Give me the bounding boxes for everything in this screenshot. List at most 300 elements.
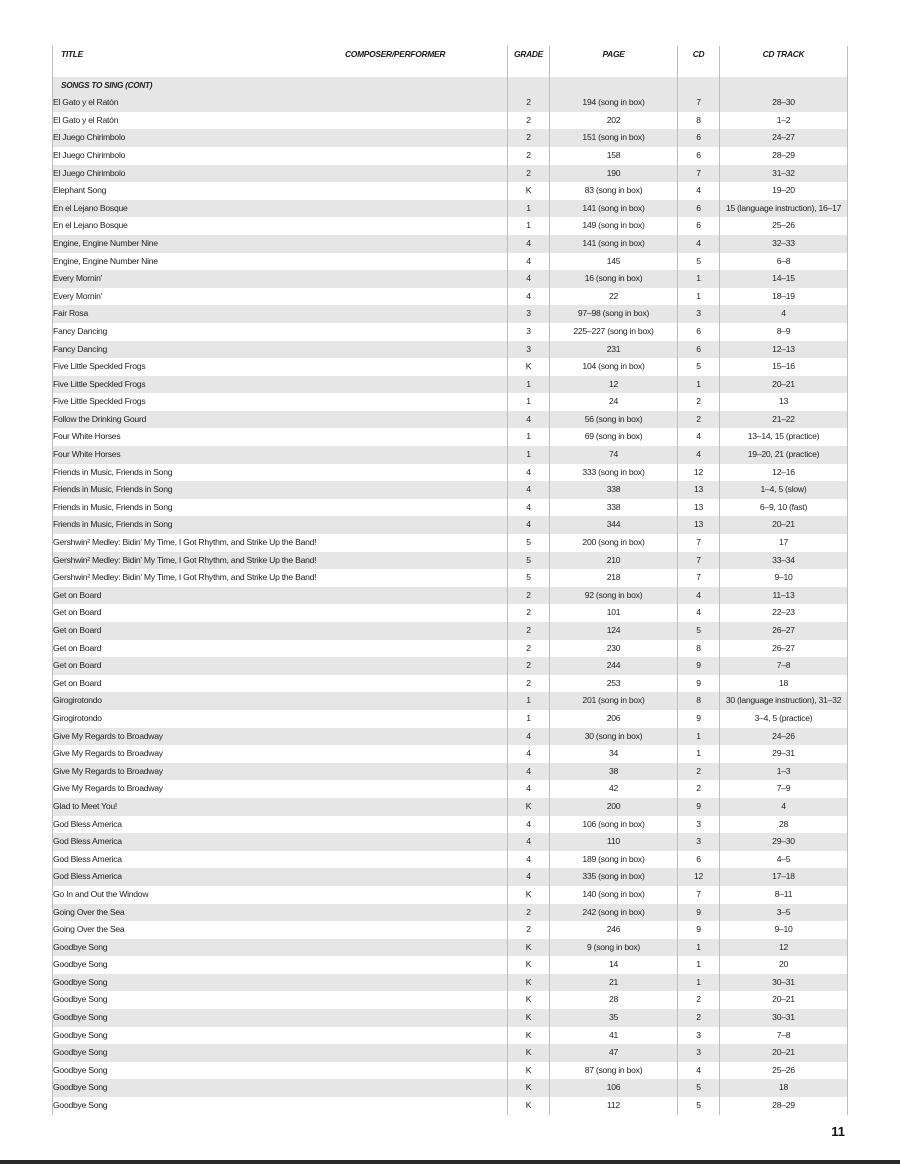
cell-page: 151 (song in box) <box>550 129 678 147</box>
cell-page: 14 <box>550 956 678 974</box>
table-row <box>53 692 848 710</box>
cell-cd: 4 <box>678 446 720 464</box>
cell-grade: 4 <box>508 745 550 763</box>
cell-track: 12–16 <box>720 464 848 482</box>
cell-cd: 3 <box>678 305 720 323</box>
cell-cd: 2 <box>678 780 720 798</box>
cell-title: Elephant Song <box>53 182 508 200</box>
cell-track: 20–21 <box>720 991 848 1009</box>
cell-grade: K <box>508 974 550 992</box>
cell-track: 9–10 <box>720 569 848 587</box>
cell-cd: 3 <box>678 816 720 834</box>
table-row <box>53 534 848 552</box>
cell-title: Gershwin² Medley: Bidin' My Time, I Got Rhythm, and Strike Up the Band! <box>53 569 508 587</box>
table-row <box>53 341 848 359</box>
cell-cd: 5 <box>678 1097 720 1115</box>
cell-page: 338 <box>550 499 678 517</box>
cell-title: Every Mornin' <box>53 270 508 288</box>
header-track: CD TRACK <box>720 46 848 64</box>
cell-title: Goodbye Song <box>53 1044 508 1062</box>
cell-title: Girogirotondo <box>53 692 508 710</box>
cell-title: Give My Regards to Broadway <box>53 780 508 798</box>
cell-track: 17 <box>720 534 848 552</box>
cell-title: Get on Board <box>53 604 508 622</box>
song-index-table <box>52 46 848 1115</box>
cell-page: 200 (song in box) <box>550 534 678 552</box>
cell-grade: K <box>508 939 550 957</box>
cell-page: 83 (song in box) <box>550 182 678 200</box>
cell-track: 30 (language instruction), 31–32 <box>720 692 848 710</box>
cell-grade: 2 <box>508 622 550 640</box>
cell-page: 97–98 (song in box) <box>550 305 678 323</box>
cell-track: 28–30 <box>720 94 848 112</box>
cell-grade: 4 <box>508 728 550 746</box>
table-row <box>53 270 848 288</box>
table-row <box>53 622 848 640</box>
cell-track: 15–16 <box>720 358 848 376</box>
table-row <box>53 552 848 570</box>
cell-title: Give My Regards to Broadway <box>53 763 508 781</box>
cell-grade: 1 <box>508 376 550 394</box>
cell-cd: 3 <box>678 1027 720 1045</box>
cell-cd: 9 <box>678 657 720 675</box>
cell-track: 19–20, 21 (practice) <box>720 446 848 464</box>
cell-page: 244 <box>550 657 678 675</box>
table-row <box>53 675 848 693</box>
cell-cd: 2 <box>678 991 720 1009</box>
cell-grade: 4 <box>508 253 550 271</box>
cell-track: 28 <box>720 816 848 834</box>
cell-grade: 5 <box>508 552 550 570</box>
cell-cd: 6 <box>678 129 720 147</box>
table-row <box>53 217 848 235</box>
cell-track: 25–26 <box>720 1062 848 1080</box>
cell-track: 12–13 <box>720 341 848 359</box>
cell-page: 210 <box>550 552 678 570</box>
cell-page: 338 <box>550 481 678 499</box>
table-row <box>53 816 848 834</box>
cell-track: 3–5 <box>720 904 848 922</box>
table-row <box>53 165 848 183</box>
table-row <box>53 991 848 1009</box>
cell-track: 4–5 <box>720 851 848 869</box>
table-row <box>53 780 848 798</box>
table-row <box>53 393 848 411</box>
cell-cd: 8 <box>678 692 720 710</box>
cell-page: 231 <box>550 341 678 359</box>
cell-cd: 4 <box>678 428 720 446</box>
cell-cd: 5 <box>678 1079 720 1097</box>
cell-page: 34 <box>550 745 678 763</box>
cell-cd: 9 <box>678 798 720 816</box>
cell-track: 11–13 <box>720 587 848 605</box>
cell-track: 3–4, 5 (practice) <box>720 710 848 728</box>
cell-page: 333 (song in box) <box>550 464 678 482</box>
table-row <box>53 657 848 675</box>
cell-grade: 1 <box>508 446 550 464</box>
cell-grade: 4 <box>508 464 550 482</box>
table-row <box>53 1097 848 1115</box>
cell-title: Give My Regards to Broadway <box>53 745 508 763</box>
cell-title: Follow the Drinking Gourd <box>53 411 508 429</box>
cell-title: Every Mornin' <box>53 288 508 306</box>
cell-cd: 8 <box>678 640 720 658</box>
cell-title: Friends in Music, Friends in Song <box>53 464 508 482</box>
cell-grade: K <box>508 358 550 376</box>
cell-cd: 4 <box>678 182 720 200</box>
cell-track: 4 <box>720 798 848 816</box>
cell-title: Give My Regards to Broadway <box>53 728 508 746</box>
cell-cd: 13 <box>678 499 720 517</box>
table-row <box>53 1062 848 1080</box>
table-row <box>53 1027 848 1045</box>
cell-grade: 4 <box>508 780 550 798</box>
cell-track: 28–29 <box>720 1097 848 1115</box>
cell-grade: 1 <box>508 200 550 218</box>
header-title: TITLE <box>61 49 84 59</box>
cell-track: 18–19 <box>720 288 848 306</box>
cell-cd: 7 <box>678 94 720 112</box>
cell-page: 344 <box>550 516 678 534</box>
cell-cd: 3 <box>678 1044 720 1062</box>
cell-grade: 4 <box>508 288 550 306</box>
cell-grade: K <box>508 798 550 816</box>
cell-page: 24 <box>550 393 678 411</box>
cell-page: 87 (song in box) <box>550 1062 678 1080</box>
table-row <box>53 763 848 781</box>
cell-grade: 4 <box>508 481 550 499</box>
table-row <box>53 886 848 904</box>
cell-title: Girogirotondo <box>53 710 508 728</box>
table-row <box>53 129 848 147</box>
cell-track: 7–9 <box>720 780 848 798</box>
cell-track: 20–21 <box>720 1044 848 1062</box>
cell-grade: K <box>508 1079 550 1097</box>
cell-cd: 1 <box>678 956 720 974</box>
cell-grade: 2 <box>508 675 550 693</box>
table-row <box>53 235 848 253</box>
cell-grade: 5 <box>508 534 550 552</box>
cell-title: Fair Rosa <box>53 305 508 323</box>
table-row <box>53 1009 848 1027</box>
cell-track: 13–14, 15 (practice) <box>720 428 848 446</box>
cell-track: 6–9, 10 (fast) <box>720 499 848 517</box>
cell-title: Get on Board <box>53 675 508 693</box>
cell-title: God Bless America <box>53 833 508 851</box>
cell-cd: 1 <box>678 376 720 394</box>
table-row <box>53 1044 848 1062</box>
page-number: 11 <box>831 1124 845 1139</box>
table-row <box>53 851 848 869</box>
cell-grade: 2 <box>508 587 550 605</box>
cell-title: En el Lejano Bosque <box>53 200 508 218</box>
header-title-cell <box>53 46 508 64</box>
cell-cd: 2 <box>678 1009 720 1027</box>
cell-cd: 2 <box>678 763 720 781</box>
table-row <box>53 358 848 376</box>
cell-title: Get on Board <box>53 640 508 658</box>
cell-cd: 1 <box>678 728 720 746</box>
table-row <box>53 728 848 746</box>
cell-page: 106 (song in box) <box>550 816 678 834</box>
section-header-row <box>53 77 848 95</box>
cell-track: 33–34 <box>720 552 848 570</box>
cell-page: 35 <box>550 1009 678 1027</box>
cell-track: 20 <box>720 956 848 974</box>
cell-track: 1–3 <box>720 763 848 781</box>
cell-grade: 2 <box>508 904 550 922</box>
table-row <box>53 974 848 992</box>
table-row <box>53 428 848 446</box>
cell-title: El Juego Chirimbolo <box>53 165 508 183</box>
cell-page: 200 <box>550 798 678 816</box>
cell-track: 29–31 <box>720 745 848 763</box>
cell-title: God Bless America <box>53 868 508 886</box>
table-row <box>53 481 848 499</box>
cell-page: 206 <box>550 710 678 728</box>
cell-grade: 4 <box>508 270 550 288</box>
cell-grade: 2 <box>508 640 550 658</box>
cell-track: 28–29 <box>720 147 848 165</box>
header-composer: COMPOSER/PERFORMER <box>345 49 446 59</box>
cell-grade: 2 <box>508 165 550 183</box>
cell-cd: 2 <box>678 411 720 429</box>
header-grade: GRADE <box>508 46 550 64</box>
header-page: PAGE <box>550 46 678 64</box>
cell-title: Going Over the Sea <box>53 921 508 939</box>
table-row <box>53 640 848 658</box>
cell-title: Friends in Music, Friends in Song <box>53 516 508 534</box>
cell-cd: 7 <box>678 569 720 587</box>
cell-track: 17–18 <box>720 868 848 886</box>
cell-track: 1–2 <box>720 112 848 130</box>
cell-cd: 12 <box>678 464 720 482</box>
cell-track: 26–27 <box>720 622 848 640</box>
cell-cd: 4 <box>678 587 720 605</box>
cell-cd: 7 <box>678 552 720 570</box>
cell-title: Go In and Out the Window <box>53 886 508 904</box>
cell-grade: 1 <box>508 692 550 710</box>
cell-page: 69 (song in box) <box>550 428 678 446</box>
table-row <box>53 833 848 851</box>
table-row <box>53 376 848 394</box>
cell-track: 30–31 <box>720 1009 848 1027</box>
cell-grade: 4 <box>508 763 550 781</box>
table-row <box>53 745 848 763</box>
cell-page: 28 <box>550 991 678 1009</box>
cell-cd: 1 <box>678 939 720 957</box>
cell-page: 104 (song in box) <box>550 358 678 376</box>
table-row <box>53 921 848 939</box>
cell-track: 20–21 <box>720 516 848 534</box>
cell-cd: 2 <box>678 393 720 411</box>
table-row <box>53 710 848 728</box>
cell-grade: K <box>508 182 550 200</box>
cell-title: Fancy Dancing <box>53 323 508 341</box>
cell-title: Goodbye Song <box>53 1079 508 1097</box>
cell-title: Get on Board <box>53 587 508 605</box>
cell-cd: 6 <box>678 851 720 869</box>
cell-title: Glad to Meet You! <box>53 798 508 816</box>
cell-title: Goodbye Song <box>53 1062 508 1080</box>
cell-cd: 1 <box>678 745 720 763</box>
cell-track: 6–8 <box>720 253 848 271</box>
cell-page: 189 (song in box) <box>550 851 678 869</box>
cell-page: 106 <box>550 1079 678 1097</box>
table-row <box>53 147 848 165</box>
cell-page: 253 <box>550 675 678 693</box>
cell-page: 190 <box>550 165 678 183</box>
cell-grade: K <box>508 1027 550 1045</box>
cell-page: 41 <box>550 1027 678 1045</box>
cell-grade: 3 <box>508 305 550 323</box>
cell-title: Four White Horses <box>53 428 508 446</box>
cell-cd: 9 <box>678 904 720 922</box>
table-row <box>53 446 848 464</box>
cell-page: 47 <box>550 1044 678 1062</box>
cell-grade: 1 <box>508 393 550 411</box>
cell-grade: 1 <box>508 710 550 728</box>
cell-title: El Gato y el Ratón <box>53 94 508 112</box>
cell-title: El Juego Chirimbolo <box>53 129 508 147</box>
cell-grade: K <box>508 956 550 974</box>
cell-cd: 5 <box>678 253 720 271</box>
cell-grade: 2 <box>508 604 550 622</box>
cell-cd: 4 <box>678 1062 720 1080</box>
cell-title: En el Lejano Bosque <box>53 217 508 235</box>
cell-cd: 7 <box>678 886 720 904</box>
cell-page: 38 <box>550 763 678 781</box>
cell-title: Five Little Speckled Frogs <box>53 376 508 394</box>
cell-page: 201 (song in box) <box>550 692 678 710</box>
cell-cd: 6 <box>678 217 720 235</box>
cell-title: God Bless America <box>53 851 508 869</box>
cell-grade: 4 <box>508 868 550 886</box>
cell-page: 225–227 (song in box) <box>550 323 678 341</box>
cell-cd: 9 <box>678 675 720 693</box>
table-header-row <box>53 46 848 64</box>
cell-grade: 4 <box>508 516 550 534</box>
table-row <box>53 1079 848 1097</box>
cell-page: 110 <box>550 833 678 851</box>
cell-cd: 6 <box>678 200 720 218</box>
cell-page: 141 (song in box) <box>550 200 678 218</box>
cell-title: Five Little Speckled Frogs <box>53 393 508 411</box>
cell-page: 140 (song in box) <box>550 886 678 904</box>
table-row <box>53 288 848 306</box>
cell-title: Gershwin² Medley: Bidin' My Time, I Got Rhythm, and Strike Up the Band! <box>53 534 508 552</box>
cell-grade: 3 <box>508 323 550 341</box>
cell-page: 335 (song in box) <box>550 868 678 886</box>
cell-title: Friends in Music, Friends in Song <box>53 499 508 517</box>
cell-track: 4 <box>720 305 848 323</box>
table-row <box>53 464 848 482</box>
cell-grade: 4 <box>508 833 550 851</box>
cell-page: 230 <box>550 640 678 658</box>
cell-cd: 6 <box>678 323 720 341</box>
cell-track: 1–4, 5 (slow) <box>720 481 848 499</box>
table-row <box>53 305 848 323</box>
cell-grade: K <box>508 1044 550 1062</box>
cell-cd: 6 <box>678 147 720 165</box>
cell-page: 56 (song in box) <box>550 411 678 429</box>
table-row <box>53 604 848 622</box>
cell-title: Goodbye Song <box>53 974 508 992</box>
cell-title: God Bless America <box>53 816 508 834</box>
cell-page: 218 <box>550 569 678 587</box>
cell-grade: 5 <box>508 569 550 587</box>
cell-track: 26–27 <box>720 640 848 658</box>
cell-page: 158 <box>550 147 678 165</box>
cell-page: 16 (song in box) <box>550 270 678 288</box>
cell-grade: 1 <box>508 217 550 235</box>
table-row <box>53 200 848 218</box>
table-row <box>53 94 848 112</box>
cell-title: Four White Horses <box>53 446 508 464</box>
cell-track: 25–26 <box>720 217 848 235</box>
cell-grade: 4 <box>508 499 550 517</box>
table-row <box>53 798 848 816</box>
cell-track: 18 <box>720 1079 848 1097</box>
cell-track: 22–23 <box>720 604 848 622</box>
cell-track: 18 <box>720 675 848 693</box>
cell-track: 13 <box>720 393 848 411</box>
cell-grade: 2 <box>508 657 550 675</box>
cell-grade: K <box>508 991 550 1009</box>
cell-page: 74 <box>550 446 678 464</box>
cell-title: Goodbye Song <box>53 956 508 974</box>
cell-page: 194 (song in box) <box>550 94 678 112</box>
cell-page: 42 <box>550 780 678 798</box>
table-row <box>53 323 848 341</box>
cell-grade: 4 <box>508 411 550 429</box>
bottom-rule <box>0 1160 900 1164</box>
cell-page: 30 (song in box) <box>550 728 678 746</box>
cell-cd: 4 <box>678 604 720 622</box>
cell-track: 8–11 <box>720 886 848 904</box>
cell-cd: 7 <box>678 534 720 552</box>
cell-grade: K <box>508 1062 550 1080</box>
cell-track: 24–27 <box>720 129 848 147</box>
cell-cd: 4 <box>678 235 720 253</box>
cell-title: Engine, Engine Number Nine <box>53 253 508 271</box>
cell-page: 202 <box>550 112 678 130</box>
cell-title: Get on Board <box>53 657 508 675</box>
cell-page: 112 <box>550 1097 678 1115</box>
cell-grade: 3 <box>508 341 550 359</box>
cell-track: 15 (language instruction), 16–17 <box>720 200 848 218</box>
cell-page: 9 (song in box) <box>550 939 678 957</box>
cell-page: 12 <box>550 376 678 394</box>
table-row <box>53 253 848 271</box>
cell-title: Going Over the Sea <box>53 904 508 922</box>
cell-title: Gershwin² Medley: Bidin' My Time, I Got Rhythm, and Strike Up the Band! <box>53 552 508 570</box>
cell-title: Goodbye Song <box>53 939 508 957</box>
cell-cd: 5 <box>678 622 720 640</box>
cell-page: 92 (song in box) <box>550 587 678 605</box>
section-title: SONGS TO SING (CONT) <box>53 77 508 95</box>
table-row <box>53 516 848 534</box>
cell-title: Get on Board <box>53 622 508 640</box>
cell-cd: 9 <box>678 921 720 939</box>
cell-track: 20–21 <box>720 376 848 394</box>
cell-grade: 2 <box>508 112 550 130</box>
table-row <box>53 499 848 517</box>
cell-page: 141 (song in box) <box>550 235 678 253</box>
cell-grade: 4 <box>508 851 550 869</box>
cell-cd: 9 <box>678 710 720 728</box>
cell-cd: 13 <box>678 516 720 534</box>
